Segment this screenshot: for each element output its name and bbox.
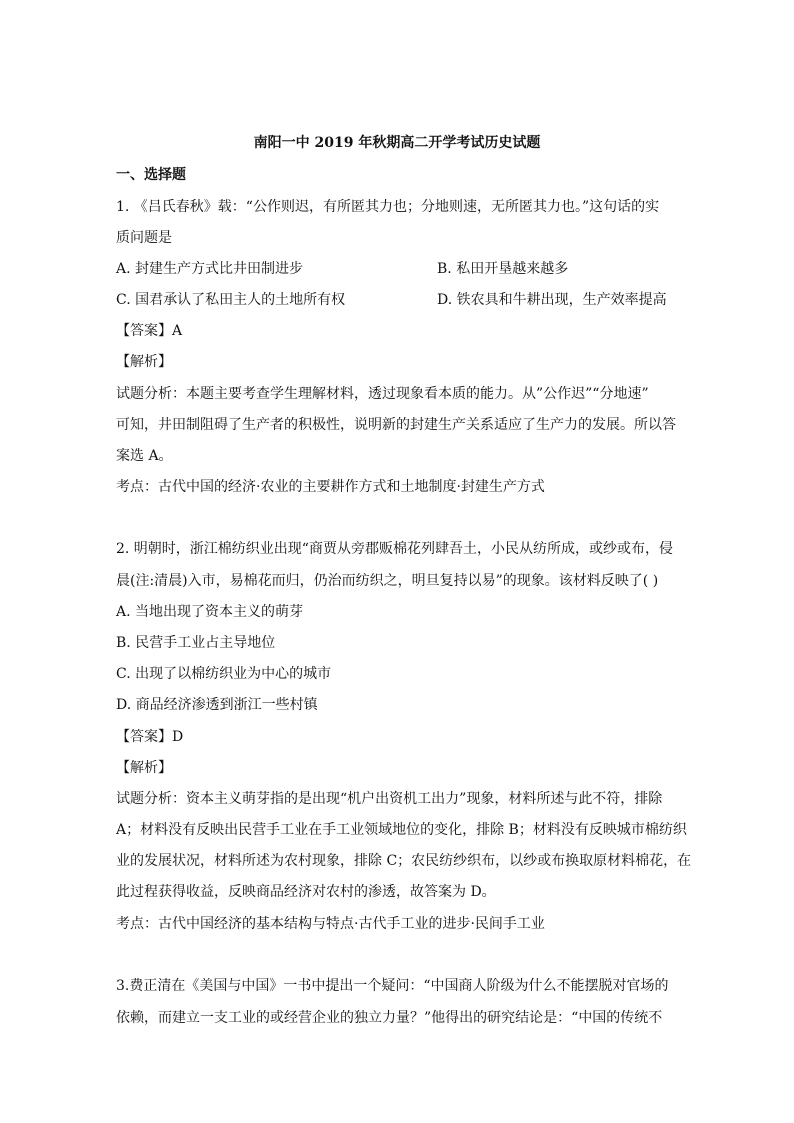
q2-analysis-line4: 此过程获得收益，反映商品经济对农村的渗透，故答案为 D。 — [116, 884, 496, 900]
q1-analysis-line1: 试题分析：本题主要考查学生理解材料，透过现象看本质的能力。从”公作迟”“分地速” — [116, 386, 649, 402]
q2-kaodian: 考点：古代中国经济的基本结构与特点·古代手工业的进步·民间手工业 — [116, 916, 545, 932]
q2-stem-line1: 2. 明朝时，浙江棉纺织业出现“商贾从旁郡贩棉花列肆吾土，小民从纺所成，或纱或布，侵 — [116, 541, 673, 557]
q1-kaodian: 考点：古代中国的经济·农业的主要耕作方式和土地制度·封建生产方式 — [116, 479, 545, 495]
q2-analysis-line3: 业的发展状况，材料所述为农村现象，排除 C；农民纺纱织布，以纱或布换取原材料棉花，在 — [116, 853, 692, 869]
q2-stem-line2: 晨(注:清晨)入市，易棉花而归，仍治而纺织之，明旦复持以易”的现象。该材料反映了( ) — [116, 573, 659, 589]
q2-analysis-label: 【解析】 — [116, 760, 172, 776]
q2-option-b: B. 民营手工业占主导地位 — [116, 635, 276, 651]
q3-stem-line2: 依赖，而建立一支工业的或经营企业的独立力量？”他得出的研究结论是：“中国的传统不 — [116, 1010, 663, 1026]
q2-option-a: A. 当地出现了资本主义的萌芽 — [116, 604, 304, 620]
q1-analysis-label: 【解析】 — [116, 354, 172, 370]
q2-analysis-line1: 试题分析：资本主义萌芽指的是出现“机户出资机工出力”现象，材料所述与此不符，排除 — [116, 791, 663, 807]
q2-option-c: C. 出现了以棉纺织业为中心的城市 — [116, 666, 332, 682]
q1-option-b: B. 私田开垦越来越多 — [437, 261, 569, 277]
q1-option-d: D. 铁农具和牛耕出现，生产效率提高 — [437, 292, 667, 308]
q1-answer: 【答案】A — [116, 323, 183, 339]
q1-analysis-line3: 案选 A。 — [116, 448, 173, 464]
q1-stem-line1: 1. 《吕氏春秋》载：“公作则迟，有所匿其力也；分地则速，无所匿其力也。”这句话的实 — [116, 199, 660, 215]
q1-option-a: A. 封建生产方式比井田制进步 — [116, 261, 304, 277]
q1-analysis-line2: 可知，井田制阻碍了生产者的积极性，说明新的封建生产关系适应了生产力的发展。所以答 — [116, 417, 676, 433]
q1-stem-line2: 质问题是 — [116, 230, 172, 246]
document-title: 南阳一中 2019 年秋期高二开学考试历史试题 — [253, 135, 541, 151]
q2-analysis-line2: A；材料没有反映出民营手工业在手工业领域地位的变化，排除 B；材料没有反映城市棉纺织 — [116, 822, 687, 838]
q2-option-d: D. 商品经济渗透到浙江一些村镇 — [116, 697, 318, 713]
q3-stem-line1: 3.费正清在《美国与中国》一书中提出一个疑问：“中国商人阶级为什么不能摆脱对官场的 — [116, 978, 669, 994]
q2-answer: 【答案】D — [116, 729, 184, 745]
section-heading: 一、选择题 — [116, 167, 186, 183]
q1-option-c: C. 国君承认了私田主人的土地所有权 — [116, 292, 346, 308]
